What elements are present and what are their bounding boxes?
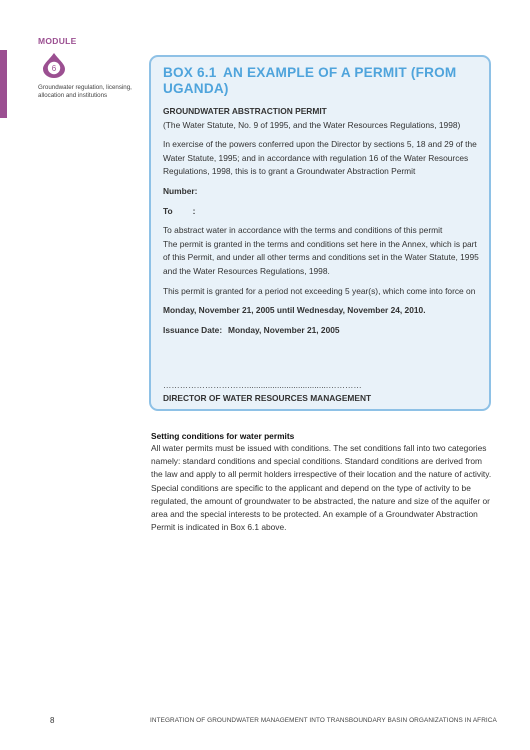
signatory-title: DIRECTOR OF WATER RESOURCES MANAGEMENT xyxy=(163,393,372,403)
module-accent-bar xyxy=(0,50,7,118)
running-footer: INTEGRATION OF GROUNDWATER MANAGEMENT INTO TRANSBOUNDARY BASIN ORGANIZATIONS IN AFRICA xyxy=(150,717,497,724)
to-colon: : xyxy=(192,205,196,216)
box-title xyxy=(163,65,481,97)
to-label: To xyxy=(163,205,173,216)
permit-number-label: Number: xyxy=(163,185,198,196)
permit-example-box xyxy=(149,55,491,411)
signature-line: …………………………...................................………… xyxy=(163,380,362,390)
issuance-date-label: Issuance Date: xyxy=(163,324,223,335)
module-description: Groundwater regulation, licensing, allocation and institutions xyxy=(38,84,132,100)
section-heading: Setting conditions for water permits xyxy=(151,431,295,441)
statute-reference: (The Water Statute, No. 9 of 1995, and the Water Resources Regulations, 1998) xyxy=(163,119,461,130)
granted-text: The permit is granted in the terms and conditions set here in the Annex, which is part of this Permit, and under all other terms and conditions set in the Water Statute, 1995 and the Water Resources Regulations, 1998. xyxy=(163,238,479,276)
section-body: All water permits must be issued with conditions. The set conditions fall into two categories namely: standard conditions and special conditions. Standard conditions are derived from the law and apply to all permit holders irrespective of their location and the nature of activity. Special conditions are specific to the applicant and depend on the type of activity to be regulated, the amount of groundwater to be abstracted, the nature and size of the aquifer or area and the special interests to be protected. An example of a Groundwater Abstraction Permit is indicated in Box 6.1 above. xyxy=(151,443,492,533)
permit-terms-paragraph xyxy=(163,224,485,278)
module-label: MODULE xyxy=(38,36,77,46)
issuance-date-value: Monday, November 21, 2005 xyxy=(228,324,340,335)
period-paragraph: This permit is granted for a period not exceeding 5 year(s), which come into force on xyxy=(163,285,476,296)
permit-heading: GROUNDWATER ABSTRACTION PERMIT xyxy=(163,106,327,116)
box-title-text: AN EXAMPLE OF A PERMIT (FROM UGANDA) xyxy=(163,65,457,96)
permit-content xyxy=(163,105,485,343)
validity-date-range: Monday, November 21, 2005 until Wednesday, November 24, 2010. xyxy=(163,305,426,316)
purpose-line: To abstract water in accordance with the terms and conditions of this permit xyxy=(163,225,443,236)
permit-to-row xyxy=(163,205,485,219)
module-droplet-icon xyxy=(41,52,67,78)
box-number: BOX 6.1 xyxy=(163,65,217,80)
module-number: 6 xyxy=(51,64,57,73)
conditions-section xyxy=(151,430,493,534)
exercise-paragraph: In exercise of the powers conferred upon the Director by sections 5, 18 and 29 of the Water Statute, 1995; and in accordance with regulation 16 of the Water Resources Regulations, 1998, this is to grant a Groundwater Abstraction Permit xyxy=(163,139,477,177)
issuance-date-row xyxy=(163,324,485,338)
page-number: 8 xyxy=(50,716,55,725)
